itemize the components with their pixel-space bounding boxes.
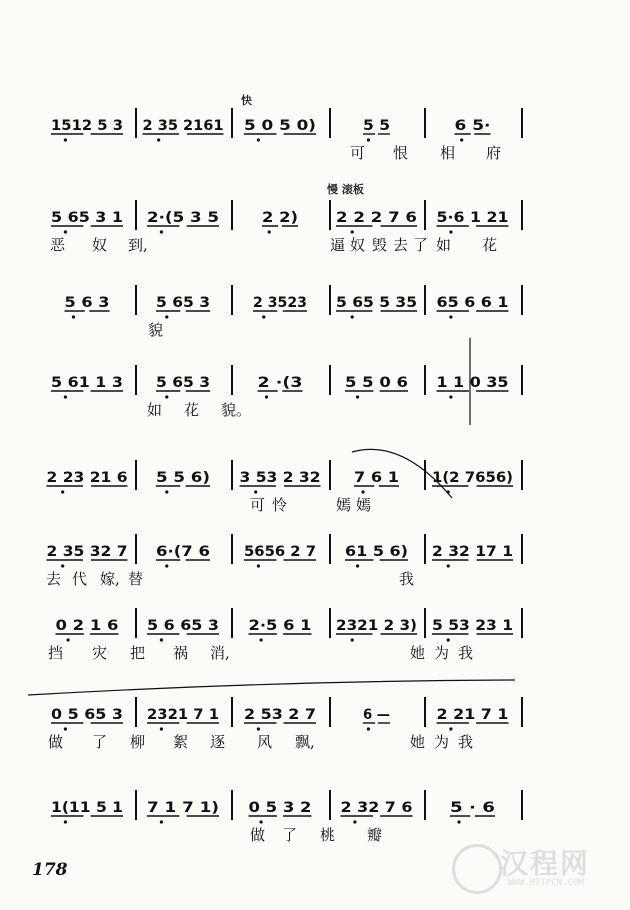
note-group: 2 35 32 7 (46, 544, 128, 560)
watermark (452, 842, 622, 898)
lyric-syllable: 去 (393, 236, 409, 254)
note-group: 1(11 5 1 (51, 800, 123, 816)
lyric-syllable: 挡 (48, 644, 64, 662)
lyric-syllable: 为 (434, 733, 450, 751)
octave-dot (64, 727, 67, 730)
lyric-syllable: 嫣 (336, 496, 352, 514)
octave-dot (367, 138, 370, 141)
note-group: 6 5· (454, 118, 491, 134)
octave-dot (361, 490, 364, 493)
lyric-syllable: 她 (410, 644, 426, 662)
note-group: 2321 2 3) (336, 618, 417, 634)
octave-dot (449, 395, 452, 398)
octave-dot (64, 138, 67, 141)
lyric-syllable: 毁 (372, 236, 388, 254)
lyric-syllable: 奴 (350, 236, 366, 254)
note-group: 1512 5 3 (51, 118, 123, 134)
lyric-syllable: 她 (410, 733, 426, 751)
lyric-syllable: 风 (257, 733, 273, 751)
octave-dot (165, 490, 168, 493)
octave-dot (254, 490, 257, 493)
note-group: 2 32 17 1 (432, 544, 513, 560)
lyric-syllable: 了 (92, 733, 108, 751)
lyric-syllable: 飘, (295, 733, 315, 751)
octave-dot (460, 138, 463, 141)
note-group: 6 — (363, 707, 390, 723)
note-group: 7 6 1 (354, 470, 399, 486)
lyric-syllable: 瓣 (367, 826, 383, 844)
lyric-syllable: 桃 (320, 826, 336, 844)
note-group: 0 5 3 2 (248, 800, 312, 816)
octave-dot (165, 564, 168, 567)
note-group: 5 6 3 (64, 295, 110, 311)
octave-dot (257, 138, 260, 141)
lyric-syllable: 把 (130, 644, 146, 662)
note-group: 5 · 6 (450, 800, 495, 816)
octave-dot (351, 638, 354, 641)
octave-dot (64, 230, 67, 233)
note-group: 2 3523 (253, 295, 307, 311)
lyric-syllable: 可 (250, 496, 266, 514)
lyric-syllable: 相 (440, 144, 456, 162)
octave-dot (64, 820, 67, 823)
octave-dot (61, 564, 64, 567)
tempo-mark-fast: 快 (241, 94, 252, 107)
note-group: 2 ·(3 (257, 375, 303, 391)
note-group: 3 53 2 32 (239, 470, 321, 486)
lyric-syllable: 可 (350, 144, 366, 162)
lyric-syllable: 我 (458, 733, 474, 751)
octave-dot (353, 820, 356, 823)
octave-dot (268, 230, 271, 233)
lyric-syllable: 柳 (130, 733, 146, 751)
lyric-syllable: 怜 (272, 496, 288, 514)
octave-dot (449, 230, 452, 233)
note-group: 2·(5 3 5 (147, 210, 219, 226)
octave-dot (160, 230, 163, 233)
lyric-syllable: 去 (46, 570, 62, 588)
note-group: 2 2 2 7 6 (336, 210, 417, 226)
note-group: 2 35 2161 (142, 118, 224, 134)
lyric-syllable: 恶 (50, 236, 66, 254)
note-group: 2 32 7 6 (340, 800, 413, 816)
note-group: 65 6 6 1 (436, 295, 509, 311)
note-group: 2 53 2 7 (244, 707, 316, 723)
octave-dot (165, 395, 168, 398)
note-group: 5 65 3 (156, 295, 210, 311)
lyric-syllable: 貌 (148, 321, 164, 339)
watermark-logo-icon (452, 844, 502, 894)
note-group: 5656 2 7 (244, 544, 316, 560)
note-group: 2·5 6 1 (248, 618, 312, 634)
note-group: 5 65 3 1 (51, 210, 123, 226)
note-group: 61 5 6) (345, 544, 408, 560)
note-group: 2 21 7 1 (436, 707, 509, 723)
lyric-syllable: 奴 (92, 236, 108, 254)
note-group: 0 2 1 6 (55, 618, 119, 634)
note-group: 1 1 0 35 (436, 375, 509, 391)
octave-dot (351, 230, 354, 233)
note-group: 5 61 1 3 (51, 375, 123, 391)
lyric-syllable: 花 (184, 401, 200, 419)
octave-dot (367, 727, 370, 730)
lyric-syllable: 逼 (330, 236, 346, 254)
watermark-url: WWW.HTTPCN.COM (508, 878, 584, 888)
octave-dot (72, 315, 75, 318)
lyric-syllable: 消, (210, 644, 230, 662)
lyric-syllable: 我 (458, 644, 474, 662)
octave-dot (67, 638, 70, 641)
lyric-syllable: 祸 (173, 644, 189, 662)
slur-arc (28, 680, 515, 695)
octave-dot (160, 638, 163, 641)
lyric-syllable: 恨 (393, 144, 409, 162)
octave-dot (351, 315, 354, 318)
octave-dot (449, 315, 452, 318)
octave-dot (257, 727, 260, 730)
note-group: 2 2) (262, 210, 298, 226)
lyric-syllable: 嫁, (100, 570, 120, 588)
lyric-syllable: 我 (399, 570, 415, 588)
octave-dot (64, 395, 67, 398)
octave-dot (260, 820, 263, 823)
note-group: 0 5 65 3 (51, 707, 123, 723)
octave-dot (160, 820, 163, 823)
octave-dot (447, 564, 450, 567)
octave-dot (165, 315, 168, 318)
lyric-syllable: 貌。 (221, 401, 252, 419)
lyric-syllable: 嫣 (356, 496, 372, 514)
note-group: 2 23 21 6 (46, 470, 128, 486)
octave-dot (157, 138, 160, 141)
lyric-syllable: 到, (128, 236, 148, 254)
lyric-syllable: 逐 (210, 733, 226, 751)
note-group: 2321 7 1 (147, 707, 219, 723)
lyric-syllable: 代 (72, 570, 88, 588)
lyric-syllable: 做 (250, 826, 266, 844)
lyric-syllable: 絮 (173, 733, 189, 751)
octave-dot (457, 820, 460, 823)
note-group: 5 6 65 3 (147, 618, 219, 634)
watermark-text: 汉程网 (500, 847, 591, 880)
page-number: 178 (32, 860, 68, 880)
octave-dot (356, 395, 359, 398)
note-group: 5 5 6) (156, 470, 210, 486)
note-group: 5 53 23 1 (432, 618, 513, 634)
octave-dot (449, 727, 452, 730)
note-group: 1(2 7656) (432, 470, 513, 486)
note-group: 7 1 7 1) (147, 800, 219, 816)
lyric-syllable: 替 (128, 570, 144, 588)
lyric-syllable: 如 (436, 236, 452, 254)
note-group: 5 65 3 (156, 375, 210, 391)
lyric-syllable: 灾 (92, 644, 108, 662)
octave-dot (160, 727, 163, 730)
lyric-syllable: 花 (482, 236, 498, 254)
octave-dot (262, 315, 265, 318)
octave-dot (356, 564, 359, 567)
note-group: 5·6 1 21 (436, 210, 509, 226)
lyric-syllable: 了 (282, 826, 298, 844)
octave-dot (61, 490, 64, 493)
lyric-syllable: 如 (147, 401, 163, 419)
octave-dot (260, 638, 263, 641)
octave-dot (447, 638, 450, 641)
lyric-syllable: 了 (413, 236, 429, 254)
lyric-syllable: 为 (434, 644, 450, 662)
note-group: 5 5 0 6 (345, 375, 408, 391)
lyric-syllable: 府 (486, 144, 502, 162)
octave-dot (257, 564, 260, 567)
octave-dot (265, 395, 268, 398)
tempo-mark-slow-roll: 慢 滚板 (327, 183, 364, 196)
lyric-syllable: 做 (48, 733, 64, 751)
note-group: 6·(7 6 (156, 544, 210, 560)
note-group: 5 0 5 0) (244, 118, 316, 134)
note-group: 5 5 (363, 118, 390, 134)
note-group: 5 65 5 35 (336, 295, 417, 311)
